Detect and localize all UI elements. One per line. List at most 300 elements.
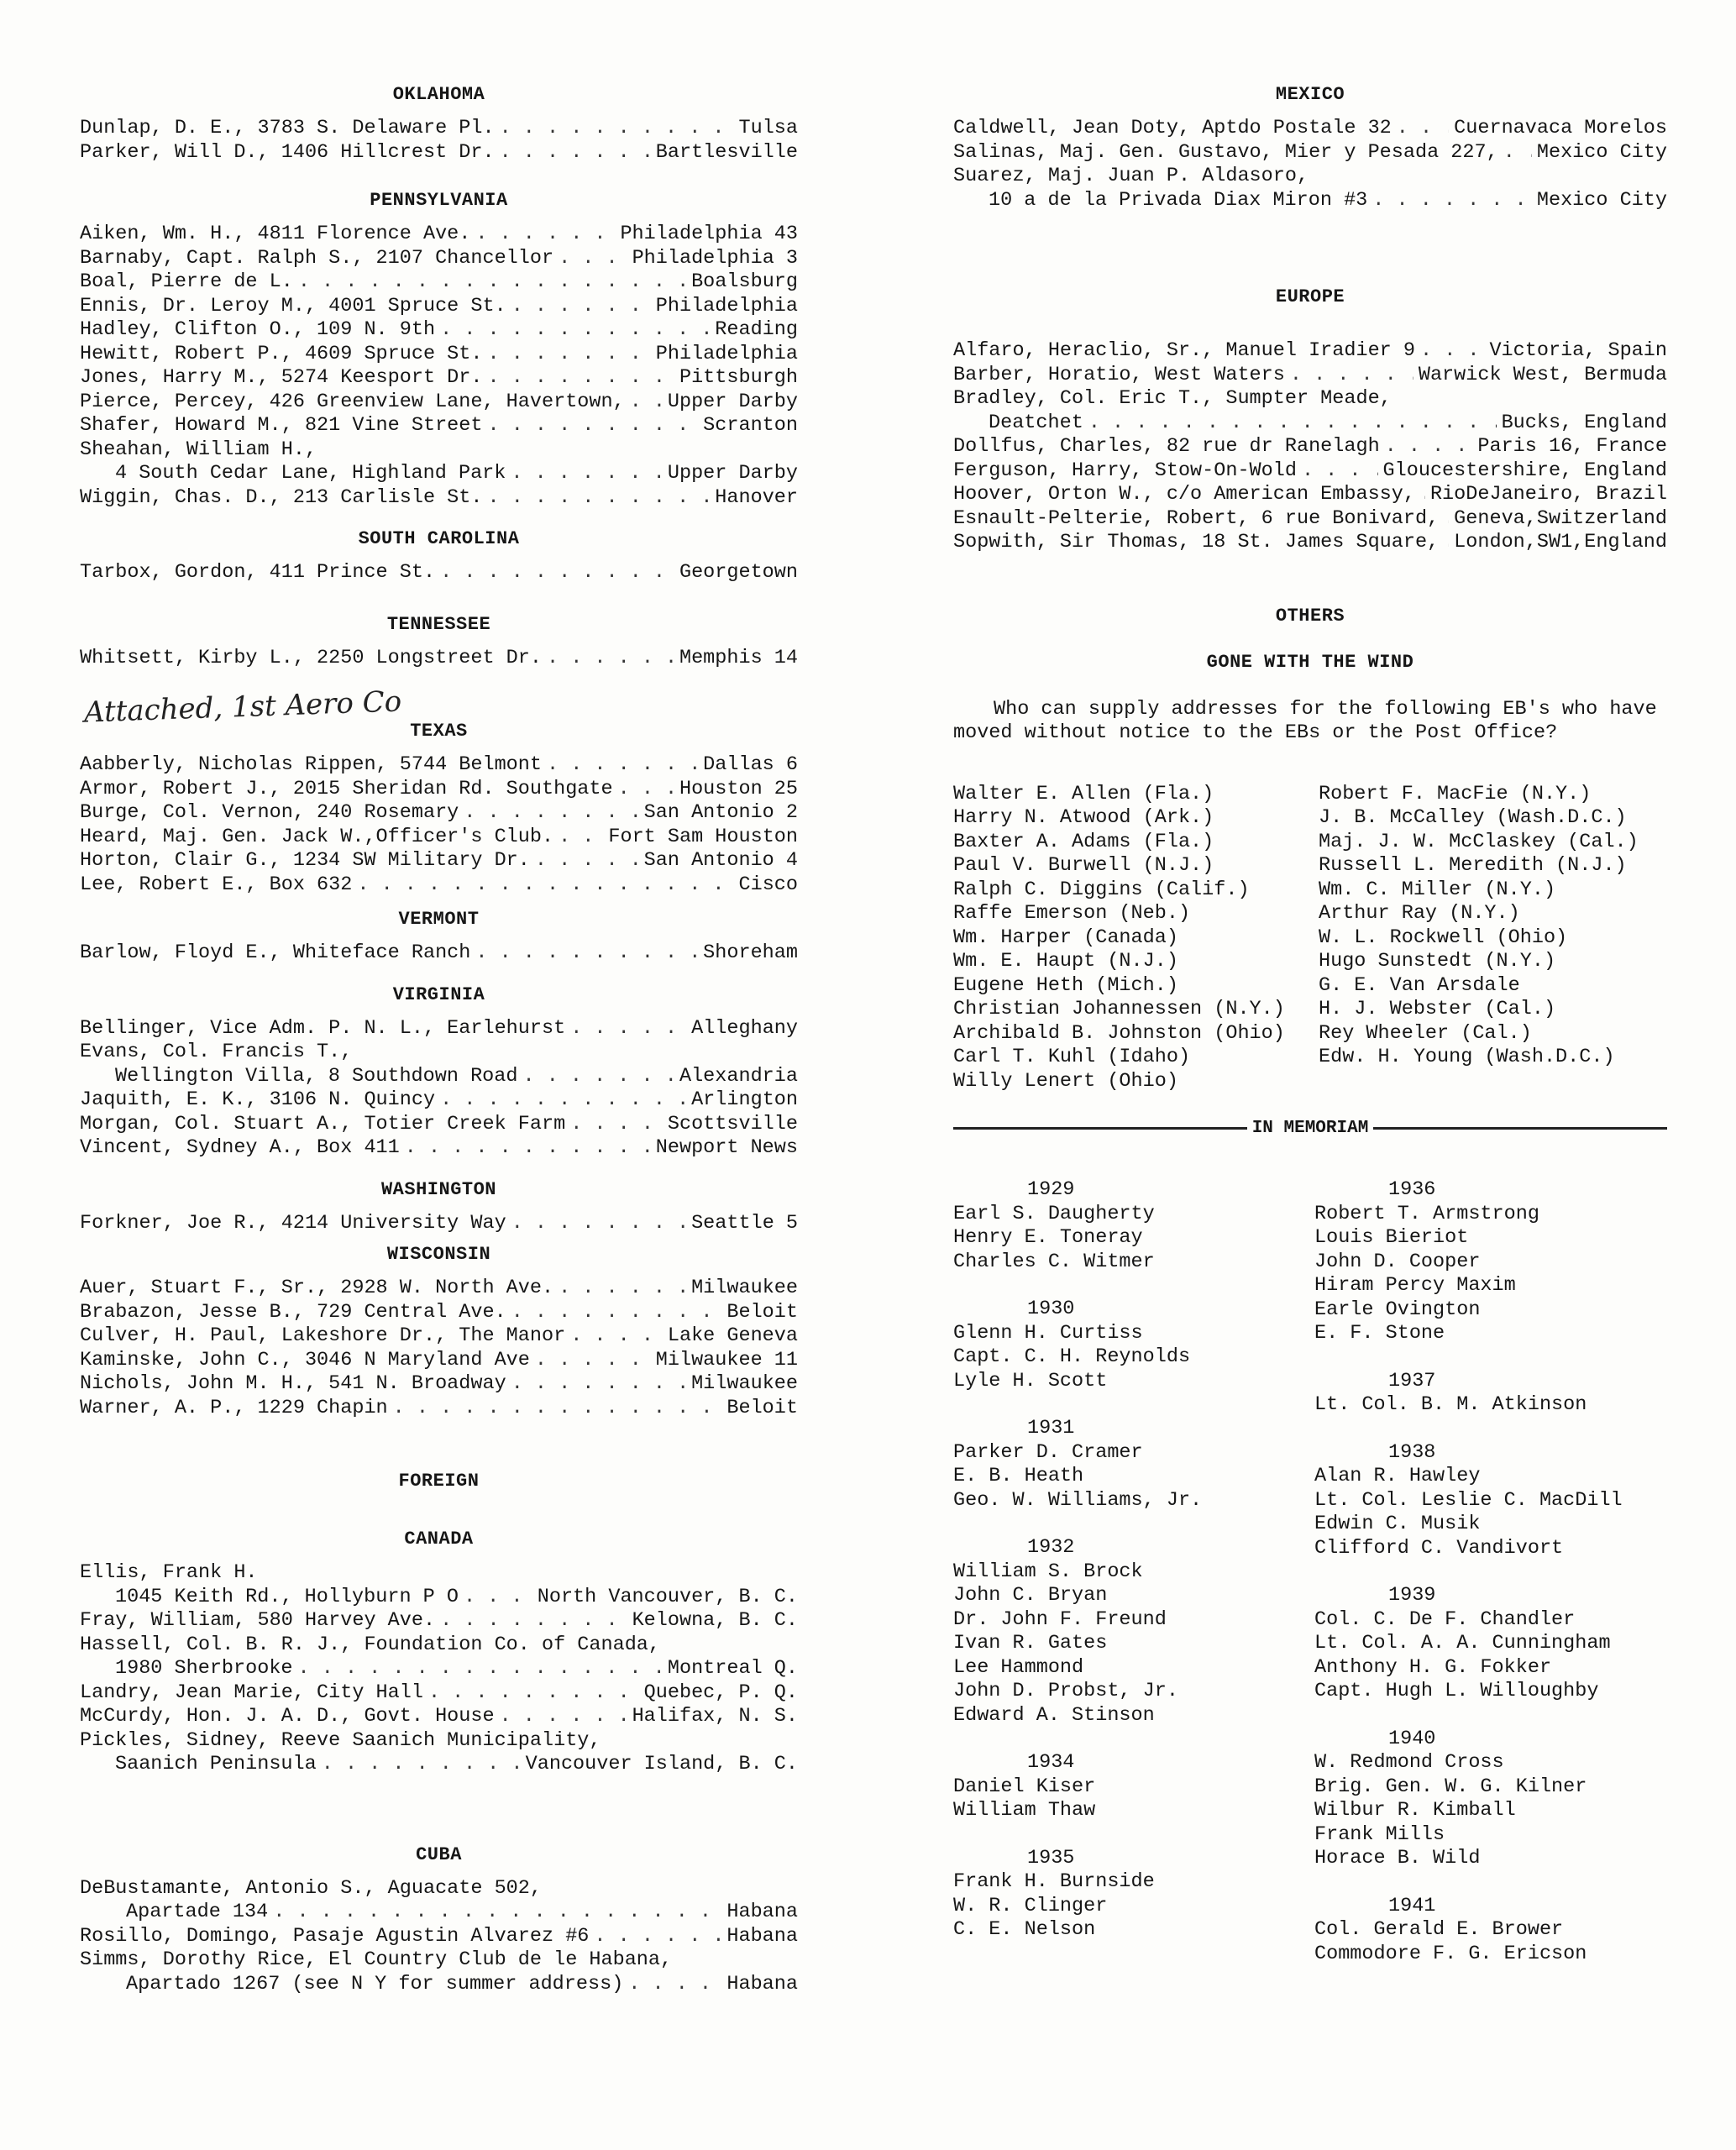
address-row [80, 561, 798, 585]
gone-name: Ralph C. Diggins (Calif.) [953, 878, 1250, 901]
address-name: Shafer, Howard M., 821 Vine Street [80, 414, 483, 437]
address-row [953, 483, 1667, 507]
address-city: Victoria, Spain [1489, 339, 1667, 362]
memoriam-name: C. E. Nelson [953, 1918, 1096, 1941]
address-name: Ellis, Frank H. [80, 1561, 258, 1584]
address-name: Barlow, Floyd E., Whiteface Ranch [80, 941, 471, 964]
memoriam-name: John D. Probst, Jr. [953, 1680, 1178, 1702]
address-city: Philadelphia 43 [620, 223, 798, 245]
memoriam-left [953, 1178, 1306, 1990]
address-row [80, 1681, 798, 1706]
address-city: Upper Darby [667, 462, 798, 485]
memoriam-name: William S. Brock [953, 1560, 1143, 1583]
address-city: Habana [726, 1901, 798, 1923]
memoriam-name: Horace B. Wild [1314, 1847, 1481, 1869]
address-row [80, 438, 798, 463]
address-row [80, 247, 798, 271]
memoriam-name: Earle Ovington [1314, 1298, 1481, 1321]
address-name: Apartado 1267 (see N Y for summer address) [126, 1972, 624, 1995]
memoriam-year: 1930 [1027, 1298, 1075, 1320]
dot-leader [1444, 507, 1449, 532]
washington-heading: WASHINGTON [380, 1178, 497, 1200]
dot-leader [559, 247, 627, 271]
memoriam-name: William Thaw [953, 1799, 1096, 1822]
address-name: Simms, Dorothy Rice, El Country Club de le Habana, [80, 1948, 673, 1971]
gone-name: Wm. C. Miller (N.Y.) [1319, 878, 1556, 901]
memoriam-name: Wilbur R. Kimball [1314, 1799, 1516, 1822]
address-name: Ennis, Dr. Leroy M., 4001 Spruce St. [80, 294, 506, 317]
dot-leader [1302, 459, 1378, 484]
memoriam-name: Brig. Gen. W. G. Kilner [1314, 1775, 1587, 1798]
dot-leader [1397, 387, 1662, 412]
address-row [80, 1948, 798, 1973]
memoriam-year: 1938 [1388, 1440, 1436, 1464]
address-city: Philadelphia [655, 294, 798, 317]
dot-leader [1088, 412, 1497, 436]
gone-with-the-wind-heading: GONE WITH THE WIND [1206, 651, 1414, 673]
in-memoriam-heading: IN MEMORIAM [1251, 1119, 1369, 1138]
dot-leader [606, 1729, 793, 1754]
dot-leader [487, 486, 710, 511]
wisconsin-heading: WISCONSIN [386, 1244, 491, 1265]
address-city: Alexandria [679, 1064, 798, 1088]
dot-leader [511, 1372, 686, 1397]
address-row [80, 391, 798, 415]
dot-leader [1290, 364, 1413, 388]
address-name: Sopwith, Sir Thomas, 18 St. James Square, [953, 531, 1440, 553]
memoriam-name: Lt. Col. B. M. Atkinson [1314, 1393, 1587, 1416]
dot-leader [535, 849, 639, 873]
memoriam-name: Charles C. Witmer [953, 1250, 1155, 1273]
address-row [953, 507, 1667, 532]
dot-leader [570, 1324, 663, 1349]
address-name: Heard, Maj. Gen. Jack W.,Officer's Club. [80, 825, 554, 848]
address-row [953, 339, 1667, 364]
address-row [80, 753, 798, 778]
address-city: Habana [726, 1924, 798, 1948]
address-row [80, 1877, 798, 1901]
address-name: Wellington Villa, 8 Southdown Road [115, 1064, 518, 1088]
memoriam-list [953, 1178, 1667, 1990]
dot-leader [1420, 339, 1484, 364]
memoriam-name: Anthony H. G. Fokker [1314, 1655, 1552, 1679]
address-city: Montreal Q. [667, 1657, 798, 1680]
gone-intro-text: Who can supply addresses for the following EB's who have moved without notice to the EBs or the Post Office? [953, 697, 1657, 744]
address-city: Kelowna, B. C. [632, 1609, 798, 1632]
memoriam-name: John D. Cooper [1314, 1250, 1481, 1273]
address-row [80, 1609, 798, 1633]
washington-section [80, 1179, 798, 1236]
address-name: Lee, Robert E., Box 632 [80, 873, 353, 896]
address-city: Philadelphia 3 [632, 246, 798, 270]
address-city: Tulsa [738, 117, 798, 139]
address-name: Bellinger, Vice Adm. P. N. L., Earlehurst [80, 1016, 566, 1040]
address-city: Milwaukee [691, 1277, 798, 1299]
address-name: Armor, Robert J., 2015 Sheridan Rd. Southgate [80, 777, 613, 800]
address-row [80, 1633, 798, 1658]
memoriam-year-group [1314, 1895, 1667, 1967]
memoriam-year: 1931 [1027, 1417, 1075, 1439]
memoriam-name: Capt. Hugh L. Willoughby [1314, 1680, 1599, 1702]
europe-heading: EUROPE [1275, 286, 1345, 307]
foreign-heading: FOREIGN [398, 1471, 480, 1492]
address-city: Quebec, P. Q. [643, 1681, 798, 1704]
address-city: Mexico City [1536, 140, 1667, 164]
address-name: Morgan, Col. Stuart A., Totier Creek Farm [80, 1112, 566, 1135]
address-city: Memphis 14 [679, 646, 798, 669]
address-name: Barnaby, Capt. Ralph S., 2107 Chancellor [80, 246, 554, 270]
memoriam-name: Frank Mills [1314, 1822, 1445, 1846]
dot-leader [487, 343, 650, 367]
memoriam-name: Robert T. Armstrong [1314, 1202, 1539, 1225]
address-name: Caldwell, Jean Doty, Aptdo Postale 32 [953, 117, 1392, 139]
dot-leader [1314, 165, 1662, 189]
europe-section [953, 286, 1667, 555]
memoriam-name: Edward A. Stinson [953, 1703, 1155, 1727]
address-name: Horton, Clair G., 1234 SW Military Dr. [80, 849, 530, 872]
address-row [80, 223, 798, 247]
address-city: Vancouver Island, B. C. [525, 1753, 798, 1775]
address-name: McCurdy, Hon. J. A. D., Govt. House [80, 1705, 495, 1728]
address-row [80, 1372, 798, 1397]
address-name: Tarbox, Gordon, 411 Prince St. [80, 561, 436, 584]
memoriam-year-group [1314, 1178, 1667, 1346]
address-city: Cisco [738, 873, 798, 896]
memoriam-year-group [1314, 1370, 1667, 1418]
address-row [953, 117, 1667, 141]
address-name: Hassell, Col. B. R. J., Foundation Co. of Canada, [80, 1633, 661, 1656]
memoriam-year-group [953, 1178, 1306, 1274]
address-city: Pittsburgh [679, 366, 798, 389]
left-column [80, 84, 798, 1996]
address-row [80, 1136, 798, 1161]
memoriam-name: W. R. Clinger [953, 1894, 1108, 1917]
gone-name: Maj. J. W. McClaskey (Cal.) [1319, 830, 1639, 853]
address-city: Habana [726, 1972, 798, 1995]
tennessee-section [80, 614, 798, 671]
memoriam-name: Col. Gerald E. Brower [1314, 1918, 1564, 1941]
address-name: Whitsett, Kirby L., 2250 Longstreet Dr. [80, 646, 542, 669]
memoriam-name: Lt. Col. A. A. Cunningham [1314, 1632, 1611, 1654]
address-name: Brabazon, Jesse B., 729 Central Ave. [80, 1300, 506, 1324]
dot-leader [1385, 435, 1473, 459]
address-row [80, 1561, 798, 1586]
gone-name: Christian Johannessen (N.Y.) [953, 998, 1285, 1020]
address-city: Alleghany [691, 1016, 798, 1040]
dot-leader [511, 295, 651, 319]
address-row [80, 1397, 798, 1421]
memoriam-year: 1936 [1388, 1178, 1436, 1201]
address-city: Philadelphia [655, 342, 798, 365]
address-name: Sheahan, William H., [80, 438, 317, 461]
address-city: Fort Sam Houston [608, 825, 798, 848]
pennsylvania-section [80, 190, 798, 510]
address-row [953, 531, 1667, 555]
address-city: North Vancouver, B. C. [537, 1585, 798, 1608]
dot-leader [1372, 189, 1532, 213]
dot-leader [357, 1041, 793, 1065]
south-carolina-heading: SOUTH CAROLINA [358, 528, 520, 549]
address-name: Auer, Stuart F., Sr., 2928 W. North Ave. [80, 1277, 554, 1299]
memoriam-name: Alan R. Hawley [1314, 1465, 1481, 1487]
vermont-heading: VERMONT [398, 909, 480, 930]
address-row [80, 1113, 798, 1137]
others-heading: OTHERS [1275, 605, 1345, 627]
address-row [80, 1349, 798, 1373]
gone-name: Edw. H. Young (Wash.D.C.) [1319, 1046, 1615, 1068]
address-city: Boalsburg [691, 270, 798, 293]
dot-leader [440, 1088, 686, 1113]
dot-leader [618, 778, 674, 802]
gone-name: Rey Wheeler (Cal.) [1319, 1021, 1532, 1045]
oklahoma-section [80, 84, 798, 165]
memoriam-name: W. Redmond Cross [1314, 1751, 1504, 1774]
memoriam-name: E. F. Stone [1314, 1322, 1445, 1345]
gone-name: Wm. Harper (Canada) [953, 926, 1178, 949]
gone-name: Eugene Heth (Mich.) [953, 973, 1178, 997]
memoriam-year-group [1314, 1728, 1667, 1871]
address-name: DeBustamante, Antonio S., Aguacate 502, [80, 1876, 542, 1900]
memoriam-year: 1940 [1388, 1727, 1436, 1750]
memoriam-name: Clifford C. Vandivort [1314, 1536, 1564, 1560]
address-name: Boal, Pierre de L. [80, 270, 293, 293]
dot-leader [357, 873, 733, 898]
memoriam-year-group [1314, 1584, 1667, 1704]
canada-section [80, 1529, 798, 1777]
address-name: 10 a de la Privada Diax Miron #3 [989, 188, 1368, 212]
dot-leader [511, 462, 662, 486]
gone-list [953, 783, 1667, 1094]
gone-name: Archibald B. Johnston (Ohio) [953, 1021, 1285, 1045]
wisconsin-section [80, 1244, 798, 1420]
address-row [80, 849, 798, 873]
gone-list-left [953, 783, 1302, 1094]
address-row [80, 873, 798, 898]
address-row [80, 1705, 798, 1729]
address-row [80, 343, 798, 367]
in-memoriam-divider [953, 1119, 1667, 1138]
address-city: London,SW1,England [1454, 531, 1667, 553]
dot-leader [322, 438, 793, 463]
memoriam-year: 1939 [1388, 1584, 1436, 1607]
gone-name: Willy Lenert (Ohio) [953, 1069, 1178, 1093]
address-city: Newport News [655, 1136, 798, 1159]
memoriam-name: Capt. C. H. Reynolds [953, 1345, 1191, 1368]
dot-leader [263, 1561, 793, 1586]
gone-name: Carl T. Kuhl (Idaho) [953, 1046, 1191, 1068]
address-row [80, 117, 798, 141]
address-row [80, 1065, 798, 1089]
memoriam-year-group [953, 1536, 1306, 1728]
address-city: San Antonio 4 [643, 849, 798, 872]
memoriam-right [1306, 1178, 1667, 1990]
memoriam-name: Daniel Kiser [953, 1775, 1096, 1798]
memoriam-year-group [953, 1751, 1306, 1823]
address-name: Saanich Peninsula [115, 1753, 317, 1775]
dot-leader [322, 1753, 521, 1777]
divider-line [953, 1127, 1247, 1130]
memoriam-name: Frank H. Burnside [953, 1870, 1155, 1893]
address-row [80, 462, 798, 486]
gone-name: J. B. McCalley (Wash.D.C.) [1319, 806, 1627, 829]
texas-section [80, 721, 798, 897]
gone-name: Baxter A. Adams (Fla.) [953, 830, 1214, 853]
address-row [80, 801, 798, 826]
address-city: Beloit [726, 1300, 798, 1324]
address-city: Geneva,Switzerland [1454, 506, 1667, 530]
address-city: Mexico City [1536, 188, 1667, 212]
address-row [953, 459, 1667, 484]
memoriam-name: Earl S. Daugherty [953, 1202, 1155, 1225]
address-name: Ferguson, Harry, Stow-On-Wold [953, 459, 1297, 482]
address-row [80, 1324, 798, 1349]
dot-leader [440, 318, 710, 343]
address-row [80, 1586, 798, 1610]
memoriam-year: 1932 [1027, 1536, 1075, 1559]
address-name: Pickles, Sidney, Reeve Saanich Municipality, [80, 1728, 601, 1752]
dot-leader [440, 561, 674, 585]
dot-leader [487, 366, 674, 391]
address-city: Dallas 6 [703, 753, 798, 776]
right-column [953, 84, 1667, 1990]
address-row [80, 486, 798, 511]
address-name: Hadley, Clifton O., 109 N. 9th [80, 318, 436, 341]
address-name: Pierce, Percey, 426 Greenview Lane, Havertown, [80, 390, 625, 413]
memoriam-name: Hiram Percy Maxim [1314, 1274, 1516, 1297]
address-city: Houston 25 [679, 777, 798, 800]
gone-name: G. E. Van Arsdale [1319, 973, 1520, 997]
address-row [953, 364, 1667, 388]
dot-leader [594, 1925, 721, 1949]
address-row [80, 1657, 798, 1681]
address-name: 1980 Sherbrooke [115, 1657, 293, 1680]
address-name: Burge, Col. Vernon, 240 Rosemary [80, 801, 459, 824]
memoriam-year-group [953, 1417, 1306, 1513]
address-name: Warner, A. P., 1229 Chapin [80, 1396, 388, 1419]
address-city: Arlington [691, 1088, 798, 1111]
dot-leader [1420, 483, 1425, 507]
address-name: Hewitt, Robert P., 4609 Spruce St. [80, 342, 483, 365]
address-row [953, 165, 1667, 189]
dot-leader [570, 1113, 663, 1137]
dot-leader [475, 223, 615, 247]
address-row [953, 141, 1667, 165]
address-row [80, 1301, 798, 1325]
address-row [80, 1017, 798, 1041]
dot-leader [487, 414, 698, 438]
dot-leader [500, 117, 734, 141]
dot-leader [298, 1657, 663, 1681]
gone-name: W. L. Rockwell (Ohio) [1319, 926, 1568, 949]
cuba-section [80, 1844, 798, 1997]
address-row [953, 412, 1667, 436]
address-name: Jones, Harry M., 5274 Keesport Dr. [80, 366, 483, 389]
gone-name: Wm. E. Haupt (N.J.) [953, 950, 1178, 973]
pennsylvania-heading: PENNSYLVANIA [370, 190, 508, 211]
address-city: Warwick West, Bermuda [1418, 363, 1667, 386]
address-name: Fray, William, 580 Harvey Ave. [80, 1609, 436, 1632]
cuba-heading: CUBA [416, 1843, 462, 1865]
handwritten-note: Attached, 1st Aero Co [83, 684, 402, 730]
dot-leader [273, 1901, 721, 1925]
address-row [80, 941, 798, 966]
address-city: Upper Darby [667, 390, 798, 413]
memoriam-name: Lt. Col. Leslie C. MacDill [1314, 1488, 1623, 1512]
address-row [80, 778, 798, 802]
address-row [80, 1212, 798, 1236]
address-row [80, 1901, 798, 1925]
memoriam-year-group [953, 1298, 1306, 1393]
gone-name: Russell L. Meredith (N.J.) [1319, 854, 1627, 877]
address-name: Aabberly, Nicholas Rippen, 5744 Belmont [80, 753, 542, 776]
memoriam-name: Lee Hammond [953, 1655, 1084, 1679]
memoriam-name: Col. C. De F. Chandler [1314, 1607, 1576, 1631]
address-city: Bucks, England [1501, 411, 1667, 434]
dot-leader [440, 1609, 627, 1633]
dot-leader [500, 141, 651, 165]
memoriam-year-group [953, 1847, 1306, 1943]
dot-leader [500, 1705, 627, 1729]
dot-leader [464, 1586, 532, 1610]
address-row [80, 141, 798, 165]
dot-leader [475, 941, 698, 966]
dot-leader [511, 1301, 722, 1325]
memoriam-year: 1937 [1388, 1369, 1436, 1392]
address-name: Jaquith, E. K., 3106 N. Quincy [80, 1088, 436, 1111]
address-name: Alfaro, Heraclio, Sr., Manuel Iradier 9 [953, 339, 1415, 362]
oklahoma-heading: OKLAHOMA [392, 84, 485, 105]
address-name: Parker, Will D., 1406 Hillcrest Dr. [80, 140, 495, 164]
address-name: Barber, Horatio, West Waters [953, 363, 1285, 386]
address-city: RioDeJaneiro, Brazil [1429, 483, 1667, 506]
memoriam-year-group [1314, 1441, 1667, 1561]
dot-leader [677, 1948, 793, 1973]
address-name: Esnault-Pelterie, Robert, 6 rue Bonivard, [953, 506, 1440, 530]
address-name: Rosillo, Domingo, Pasaje Agustin Alvarez #6 [80, 1924, 590, 1948]
address-name: Nichols, John M. H., 541 N. Broadway [80, 1372, 506, 1395]
address-row [80, 366, 798, 391]
address-city: Scranton [703, 414, 798, 437]
memoriam-year: 1941 [1388, 1894, 1436, 1917]
gone-name: Harry N. Atwood (Ark.) [953, 806, 1214, 829]
texas-heading: TEXAS [410, 721, 468, 742]
address-city: Scottsville [667, 1112, 798, 1135]
gone-name: Arthur Ray (N.Y.) [1319, 902, 1520, 925]
address-city: Milwaukee 11 [655, 1348, 798, 1371]
dot-leader [1503, 141, 1532, 165]
dot-leader [630, 391, 663, 415]
memoriam-name: Edwin C. Musik [1314, 1513, 1481, 1535]
dot-leader [559, 1277, 686, 1301]
memoriam-name: Glenn H. Curtiss [953, 1321, 1143, 1345]
address-name: 4 South Cedar Lane, Highland Park [115, 462, 506, 485]
address-row [80, 1973, 798, 1997]
address-name: Landry, Jean Marie, City Hall [80, 1681, 423, 1704]
address-row [953, 387, 1667, 412]
dot-leader [522, 1065, 674, 1089]
address-city: Seattle 5 [691, 1211, 798, 1235]
address-row [80, 1753, 798, 1777]
address-city: Milwaukee [691, 1372, 798, 1395]
gone-name: Raffe Emerson (Neb.) [953, 902, 1191, 925]
address-name: Salinas, Maj. Gen. Gustavo, Mier y Pesada 227, [953, 140, 1498, 164]
address-city: Beloit [726, 1396, 798, 1419]
dot-leader [1444, 531, 1449, 555]
address-name: Apartade 134 [126, 1901, 269, 1923]
dot-leader [628, 1973, 721, 1997]
address-row [80, 1729, 798, 1754]
mexico-section [953, 84, 1667, 212]
